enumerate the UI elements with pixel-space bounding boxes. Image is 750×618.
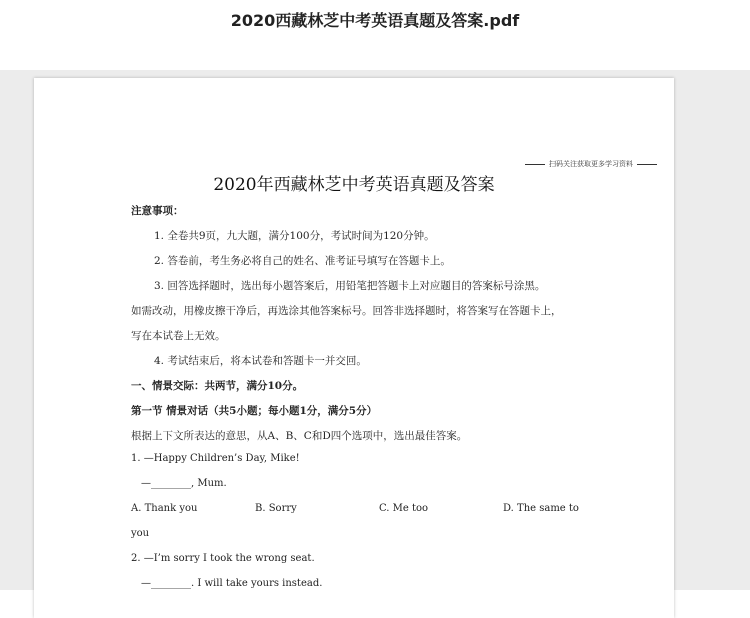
- watermark-dash-left: [525, 164, 545, 165]
- option-a: A. Thank you: [131, 503, 198, 514]
- notice-item: 3. 回答选择题时，选出每小题答案后，用铅笔把答题卡上对应题目的答案标号涂黑。: [154, 280, 546, 292]
- notice-item: 4. 考试结束后，将本试卷和答题卡一并交回。: [154, 355, 367, 367]
- page-heading: 2020年西藏林芝中考英语真题及答案: [213, 175, 495, 195]
- pdf-page: [34, 78, 674, 618]
- question-stem: 2. —I’m sorry I took the wrong seat.: [131, 553, 315, 564]
- option-d: D. The same to: [503, 503, 579, 514]
- question-blank: —________, Mum.: [141, 478, 227, 489]
- section-title: 一、情景交际：共两节，满分10分。: [131, 380, 304, 392]
- title-bar: [0, 0, 750, 70]
- document-title: 2020西藏林芝中考英语真题及答案.pdf: [230, 11, 520, 30]
- notice-item: 2. 答卷前，考生务必将自己的姓名、准考证号填写在答题卡上。: [154, 255, 451, 267]
- question-stem: 1. —Happy Children’s Day, Mike!: [131, 453, 300, 464]
- part-title: 第一节 情景对话（共5小题；每小题1分，满分5分）: [131, 405, 378, 417]
- option-wrap: you: [131, 528, 150, 539]
- notice-item: 如需改动，用橡皮擦干净后，再选涂其他答案标号。回答非选择题时，将答案写在答题卡上，: [131, 305, 562, 317]
- pdf-viewer[interactable]: [0, 70, 750, 590]
- notice-item: 1. 全卷共9页，九大题，满分100分，考试时间为120分钟。: [154, 230, 435, 242]
- watermark-text: 扫码关注获取更多学习资料: [549, 160, 633, 168]
- notice-item: 写在本试卷上无效。: [131, 330, 226, 342]
- watermark-dash-right: [637, 164, 657, 165]
- option-b: B. Sorry: [255, 503, 297, 514]
- notice-title: 注意事项：: [131, 205, 184, 217]
- option-c: C. Me too: [379, 503, 429, 514]
- watermark: [525, 159, 657, 169]
- question-blank: —________. I will take yours instead.: [141, 578, 323, 589]
- instruction: 根据上下文所表达的意思，从A、B、C和D四个选项中，选出最佳答案。: [131, 430, 468, 442]
